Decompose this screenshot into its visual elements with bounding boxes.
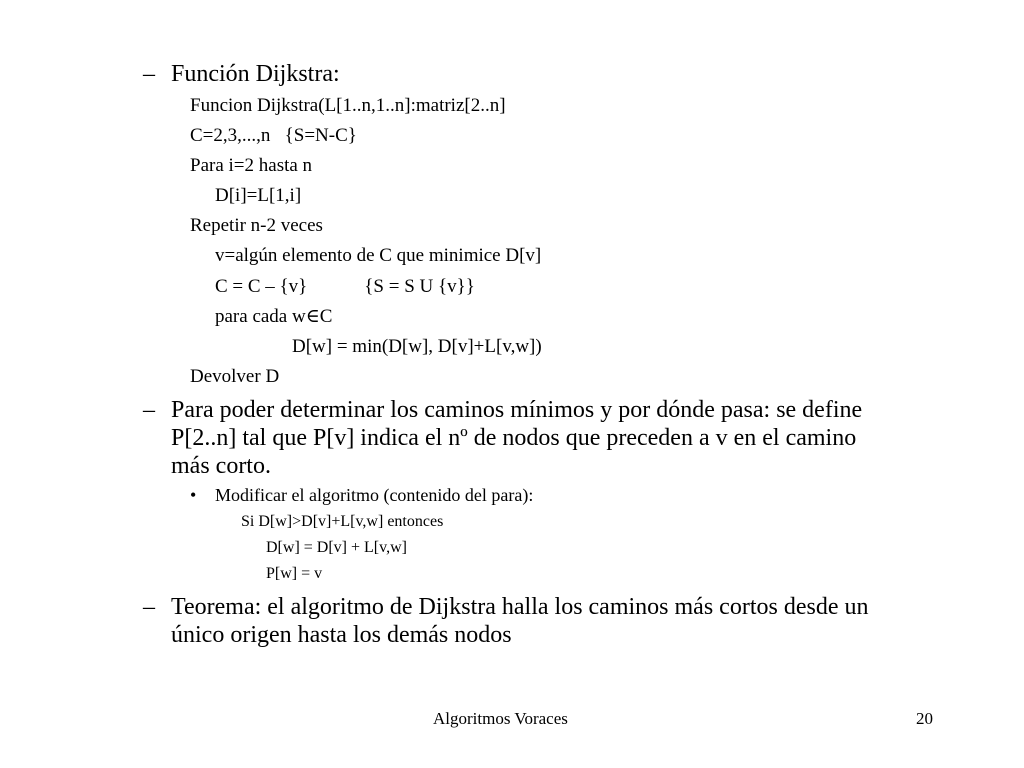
code-line: para cada w∈C xyxy=(215,306,333,327)
dash-bullet: – xyxy=(143,397,155,423)
dash-bullet: – xyxy=(143,594,155,620)
code-line: P[w] = v xyxy=(266,565,323,582)
paragraph-line: Teorema: el algoritmo de Dijkstra halla los caminos más cortos desde un xyxy=(171,594,869,620)
code-line: C = C – {v} {S = S U {v}} xyxy=(215,276,475,297)
paragraph-line: Para poder determinar los caminos mínimos y por dónde pasa: se define xyxy=(171,397,863,423)
code-line: Para i=2 hasta n xyxy=(190,155,313,176)
code-line: D[i]=L[1,i] xyxy=(215,185,302,206)
code-line: Devolver D xyxy=(190,366,280,387)
code-line: C=2,3,...,n {S=N-C} xyxy=(190,125,357,146)
code-line: Si D[w]>D[v]+L[v,w] entonces xyxy=(241,513,444,530)
code-line: Funcion Dijkstra(L[1..n,1..n]:matriz[2..n] xyxy=(190,95,506,116)
sub-bullet-text: Modificar el algoritmo (contenido del para): xyxy=(215,485,534,505)
paragraph-line: más corto. xyxy=(171,453,271,479)
paragraph-line: único origen hasta los demás nodos xyxy=(171,622,512,648)
item-heading: Función Dijkstra: xyxy=(171,61,340,87)
code-line: Repetir n-2 veces xyxy=(190,215,323,236)
dash-bullet: – xyxy=(143,61,155,87)
code-line: D[w] = D[v] + L[v,w] xyxy=(266,539,407,556)
code-line: D[w] = min(D[w], D[v]+L[v,w]) xyxy=(292,336,542,357)
dot-bullet: • xyxy=(190,485,197,505)
page-number: 20 xyxy=(916,709,933,728)
code-line: v=algún elemento de C que minimice D[v] xyxy=(215,245,542,266)
paragraph-line: P[2..n] tal que P[v] indica el nº de nodos que preceden a v en el camino xyxy=(171,425,857,451)
footer-title: Algoritmos Voraces xyxy=(433,709,568,728)
